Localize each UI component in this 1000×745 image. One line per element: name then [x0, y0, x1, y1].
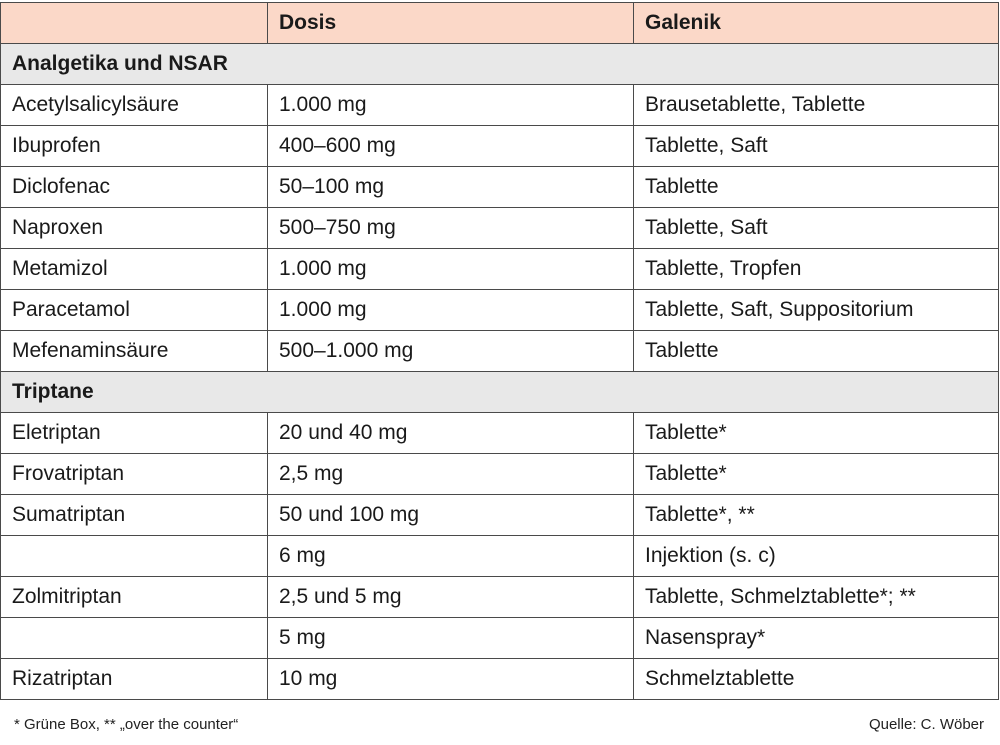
table-row — [1, 208, 999, 249]
drug-table — [0, 2, 999, 700]
header-cell-drug — [1, 3, 268, 44]
form-cell: Tablette, Tropfen — [634, 249, 999, 290]
table-row — [1, 495, 999, 536]
drug-name-cell: Rizatriptan — [1, 659, 268, 700]
table-row — [1, 536, 999, 577]
drug-name-cell: Metamizol — [1, 249, 268, 290]
form-cell: Schmelztablette — [634, 659, 999, 700]
dose-cell: 5 mg — [268, 618, 634, 659]
dose-cell: 2,5 mg — [268, 454, 634, 495]
header-cell-form: Galenik — [634, 3, 999, 44]
form-cell: Tablette, Saft, Suppositorium — [634, 290, 999, 331]
form-cell: Tablette*, ** — [634, 495, 999, 536]
dose-cell: 500–1.000 mg — [268, 331, 634, 372]
form-cell: Tablette, Schmelztablette*; ** — [634, 577, 999, 618]
drug-name-cell: Diclofenac — [1, 167, 268, 208]
table-row — [1, 331, 999, 372]
dose-cell: 1.000 mg — [268, 290, 634, 331]
table-row — [1, 126, 999, 167]
drug-name-cell: Zolmitriptan — [1, 577, 268, 618]
form-cell: Tablette — [634, 331, 999, 372]
table-row — [1, 290, 999, 331]
drug-name-cell: Mefenaminsäure — [1, 331, 268, 372]
table-row — [1, 659, 999, 700]
table-row — [1, 249, 999, 290]
dose-cell: 50 und 100 mg — [268, 495, 634, 536]
drug-name-cell: Paracetamol — [1, 290, 268, 331]
dose-cell: 6 mg — [268, 536, 634, 577]
dose-cell: 2,5 und 5 mg — [268, 577, 634, 618]
table-row — [1, 85, 999, 126]
dose-cell: 20 und 40 mg — [268, 413, 634, 454]
drug-name-cell: Eletriptan — [1, 413, 268, 454]
table-row — [1, 167, 999, 208]
dose-cell: 1.000 mg — [268, 85, 634, 126]
drug-name-cell: Frovatriptan — [1, 454, 268, 495]
section-title: Analgetika und NSAR — [1, 44, 999, 85]
table-body — [1, 44, 999, 700]
form-cell: Nasenspray* — [634, 618, 999, 659]
form-cell: Brausetablette, Tablette — [634, 85, 999, 126]
dose-cell: 1.000 mg — [268, 249, 634, 290]
section-header-row — [1, 372, 999, 413]
form-cell: Tablette — [634, 167, 999, 208]
dose-cell: 500–750 mg — [268, 208, 634, 249]
section-header-row — [1, 44, 999, 85]
header-cell-dose: Dosis — [268, 3, 634, 44]
drug-name-cell: Naproxen — [1, 208, 268, 249]
form-cell: Tablette* — [634, 454, 999, 495]
drug-name-cell — [1, 536, 268, 577]
table-row — [1, 577, 999, 618]
section-title: Triptane — [1, 372, 999, 413]
footnote: * Grüne Box, ** „over the counter“ — [14, 716, 239, 733]
dose-cell: 400–600 mg — [268, 126, 634, 167]
table-row — [1, 618, 999, 659]
form-cell: Tablette, Saft — [634, 208, 999, 249]
drug-name-cell — [1, 618, 268, 659]
form-cell: Tablette, Saft — [634, 126, 999, 167]
source-note: Quelle: C. Wöber — [868, 716, 984, 733]
table-header-row — [1, 3, 999, 44]
drug-name-cell: Ibuprofen — [1, 126, 268, 167]
drug-name-cell: Sumatriptan — [1, 495, 268, 536]
table-row — [1, 413, 999, 454]
form-cell: Injektion (s. c) — [634, 536, 999, 577]
drug-name-cell: Acetylsalicylsäure — [1, 85, 268, 126]
dose-cell: 10 mg — [268, 659, 634, 700]
table-row — [1, 454, 999, 495]
dose-cell: 50–100 mg — [268, 167, 634, 208]
form-cell: Tablette* — [634, 413, 999, 454]
